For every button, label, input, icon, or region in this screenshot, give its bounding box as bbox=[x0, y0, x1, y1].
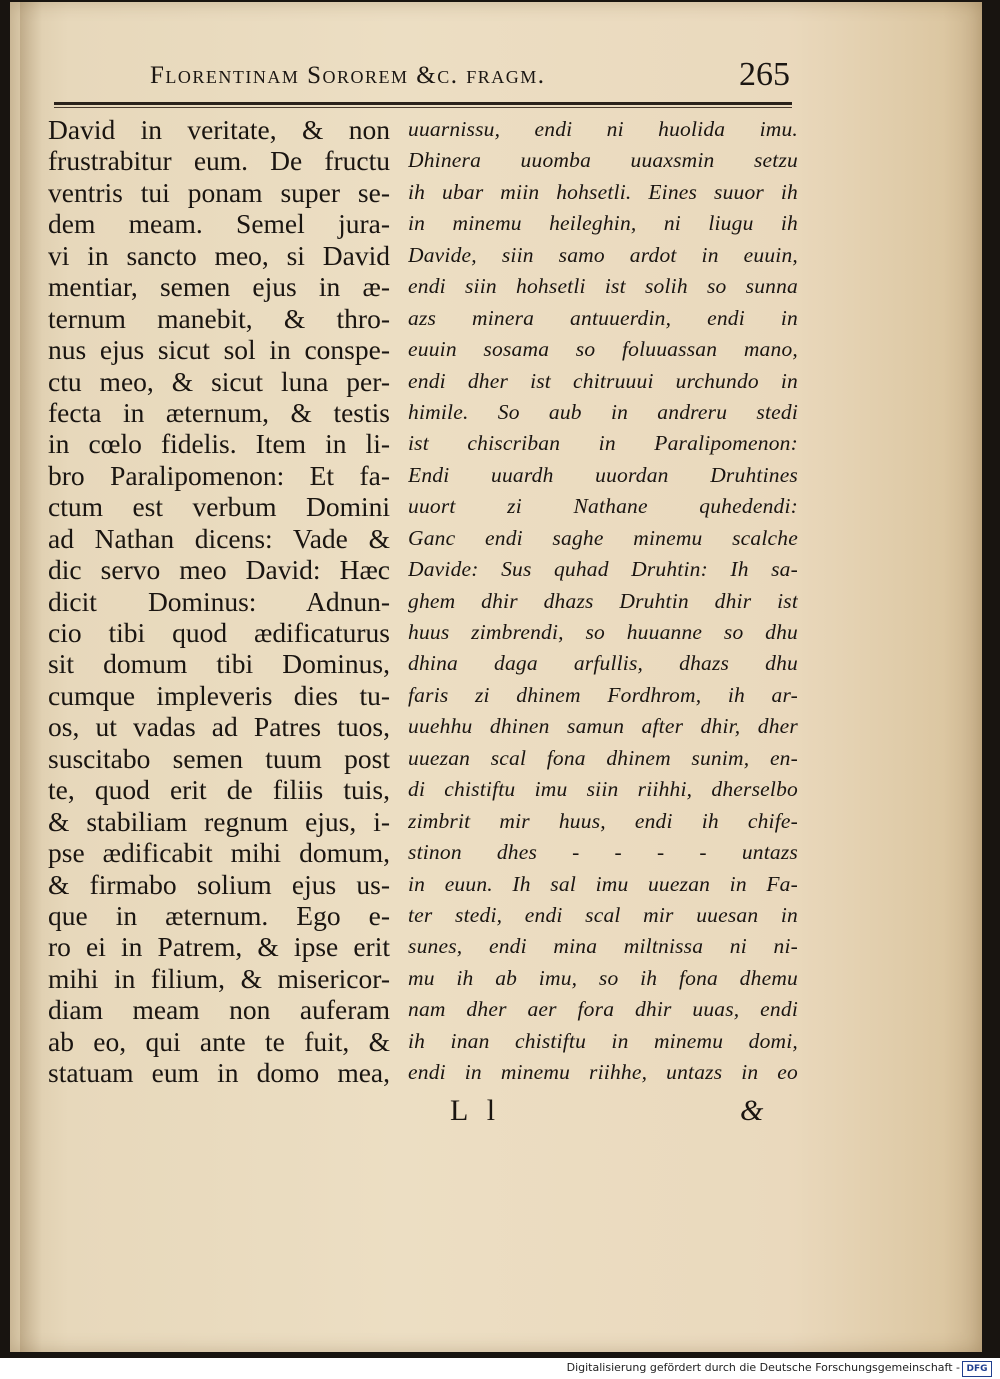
latin-text-line: pse ædificabit mihi domum, bbox=[48, 837, 390, 869]
latin-text-line: cumque impleveris dies tu- bbox=[48, 679, 390, 711]
german-text-line: ter stedi, endi scal mir uuesan in bbox=[408, 902, 798, 927]
german-text-line: ih inan chistiftu in minemu domi, bbox=[408, 1028, 798, 1053]
catchword: & bbox=[740, 1094, 764, 1127]
german-text-line: sunes, endi mina miltnissa ni ni- bbox=[408, 934, 798, 959]
latin-text-line: cio tibi quod ædificaturus bbox=[48, 617, 390, 648]
german-text-line: di chistiftu imu siin riihhi, dherselbo bbox=[408, 777, 798, 802]
latin-text-line: statuam eum in domo mea, bbox=[48, 1057, 390, 1089]
german-text-line: azs minera antuuerdin, endi in bbox=[408, 305, 798, 330]
latin-text-line: dic servo meo David: Hæc bbox=[48, 554, 390, 586]
latin-text-line: suscitabo semen tuum post bbox=[48, 742, 390, 774]
german-text-line: zimbrit mir huus, endi ih chife- bbox=[408, 808, 798, 833]
german-text-line: nam dher aer fora dhir uuas, endi bbox=[408, 997, 798, 1022]
latin-text-line: ternum manebit, & thro- bbox=[48, 302, 390, 334]
latin-text-line: & firmabo solium ejus us- bbox=[48, 868, 390, 900]
german-text-line: uuort zi Nathane quhedendi: bbox=[408, 494, 798, 519]
german-text-line: himile. So aub in andreru stedi bbox=[408, 399, 798, 424]
header-rule bbox=[54, 102, 792, 105]
latin-text-line: dem meam. Semel jura- bbox=[48, 208, 390, 240]
german-text-line: endi dher ist chitruuui urchundo in bbox=[408, 368, 798, 393]
latin-text-line: sit domum tibi Dominus, bbox=[48, 648, 390, 680]
funding-credit: Digitalisierung gefördert durch die Deutsche Forschungsgemeinschaft - bbox=[566, 1361, 960, 1374]
credit-bar bbox=[0, 1358, 1000, 1379]
german-text-line: uuezan scal fona dhinem sunim, en- bbox=[408, 745, 798, 770]
german-text-line: endi in minemu riihhe, untazs in eo bbox=[408, 1060, 798, 1085]
latin-text-line: vi in sancto meo, si David bbox=[48, 239, 390, 271]
latin-text-line: nus ejus sicut sol in conspe- bbox=[48, 334, 390, 366]
german-text-line: Davide: Sus quhad Druhtin: Ih sa- bbox=[408, 557, 798, 582]
latin-column bbox=[48, 114, 390, 1089]
german-text-line: dhina daga arfullis, dhazs dhu bbox=[408, 651, 798, 676]
latin-text-line: os, ut vadas ad Patres tuos, bbox=[48, 711, 390, 743]
latin-text-line: bro Paralipomenon: Et fa- bbox=[48, 459, 390, 491]
page-number: 265 bbox=[739, 56, 790, 93]
page-header bbox=[150, 56, 810, 96]
german-text-line: ih ubar miin hohsetli. Eines suuor ih bbox=[408, 179, 798, 204]
german-text-line: Dhinera uuomba uuaxsmin setzu bbox=[408, 148, 798, 173]
latin-text-line: mihi in filium, & misericor- bbox=[48, 962, 390, 994]
german-text-line: ist chiscriban in Paralipomenon: bbox=[408, 431, 798, 456]
german-text-line: Davide, siin samo ardot in euuin, bbox=[408, 242, 798, 267]
latin-text-line: ad Nathan dicens: Vade & bbox=[48, 522, 390, 554]
latin-text-line: diam meam non auferam bbox=[48, 994, 390, 1026]
latin-text-line: ab eo, qui ante te fuit, & bbox=[48, 1025, 390, 1057]
signature-mark: L l bbox=[450, 1094, 502, 1127]
latin-text-line: fecta in æternum, & testis bbox=[48, 396, 390, 428]
latin-text-line: in cœlo fidelis. Item in li- bbox=[48, 428, 390, 460]
latin-text-line: David in veritate, & non bbox=[48, 114, 390, 145]
latin-text-line: frustrabitur eum. De fructu bbox=[48, 145, 390, 177]
german-text-line: mu ih ab imu, so ih fona dhemu bbox=[408, 965, 798, 990]
page-footer bbox=[10, 1094, 982, 1134]
book-page bbox=[10, 2, 982, 1352]
german-text-line: huus zimbrendi, so huuanne so dhu bbox=[408, 620, 798, 644]
latin-text-line: te, quod erit de filiis tuis, bbox=[48, 774, 390, 806]
latin-text-line: ctu meo, & sicut luna per- bbox=[48, 365, 390, 397]
latin-text-line: ventris tui ponam super se- bbox=[48, 176, 390, 208]
german-text-line: endi siin hohsetli ist solih so sunna bbox=[408, 274, 798, 299]
german-text-line: in minemu heileghin, ni liugu ih bbox=[408, 211, 798, 236]
latin-text-line: mentiar, semen ejus in æ- bbox=[48, 271, 390, 303]
dfg-logo: DFG bbox=[962, 1361, 992, 1377]
old-high-german-column bbox=[408, 114, 798, 1089]
latin-text-line: ro ei in Patrem, & ipse erit bbox=[48, 931, 390, 963]
german-text-line: Ganc endi saghe minemu scalche bbox=[408, 525, 798, 550]
german-text-line: uuehhu dhinen samun after dhir, dher bbox=[408, 714, 798, 739]
running-title: Florentinam Sororem &c. fragm. bbox=[150, 62, 546, 89]
german-text-line: uuarnissu, endi ni huolida imu. bbox=[408, 117, 798, 141]
latin-text-line: dicit Dominus: Adnun- bbox=[48, 585, 390, 617]
header-rule-thin bbox=[54, 107, 792, 108]
german-text-line: in euun. Ih sal imu uuezan in Fa- bbox=[408, 871, 798, 896]
german-text-line: faris zi dhinem Fordhrom, ih ar- bbox=[408, 682, 798, 707]
german-text-line: euuin sosama so foluuassan mano, bbox=[408, 337, 798, 362]
latin-text-line: & stabiliam regnum ejus, i- bbox=[48, 805, 390, 837]
latin-text-line: que in æternum. Ego e- bbox=[48, 899, 390, 931]
german-text-line: stinon dhes - - - - untazs bbox=[408, 840, 798, 865]
german-text-line: Endi uuardh uuordan Druhtines bbox=[408, 462, 798, 487]
latin-text-line: ctum est verbum Domini bbox=[48, 491, 390, 523]
german-text-line: ghem dhir dhazs Druhtin dhir ist bbox=[408, 588, 798, 613]
